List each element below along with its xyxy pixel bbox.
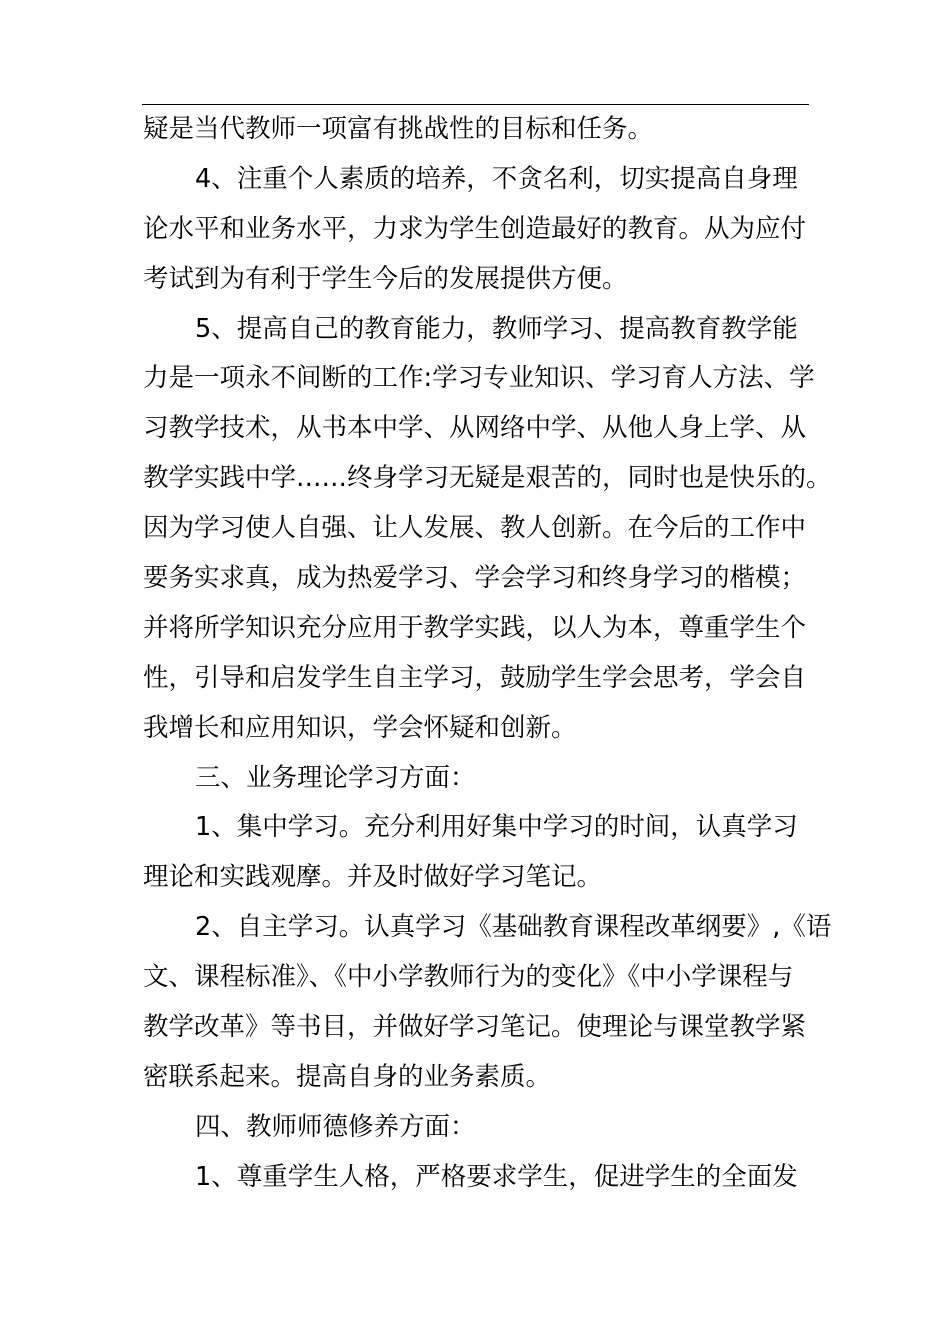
text-line: 1、集中学习。充分利用好集中学习的时间，认真学习 <box>195 812 798 843</box>
text-line: 4、注重个人素质的培养，不贪名利，切实提高自身理 <box>195 163 798 194</box>
text-line: 文、课程标准》、《中小学教师行为的变化》《中小学课程与 <box>143 962 794 993</box>
text-line: 性，引导和启发学生自主学习，鼓励学生学会思考，学会自 <box>143 662 807 693</box>
text-line: 习教学技术，从书本中学、从网络中学、从他人身上学、从 <box>143 413 807 444</box>
text-line: 疑是当代教师一项富有挑战性的目标和任务。 <box>143 114 654 144</box>
text-line: 教学实践中学……终身学习无疑是艰苦的，同时也是快乐的。 <box>143 463 832 494</box>
text-line: 我增长和应用知识，学会怀疑和创新。 <box>143 712 577 743</box>
text-line: 理论和实践观摩。并及时做好学习笔记。 <box>143 862 603 893</box>
text-line: 教学改革》等书目，并做好学习笔记。使理论与课堂教学紧 <box>143 1012 807 1043</box>
body-text <box>143 105 832 1203</box>
text-line: 要务实求真，成为热爱学习、学会学习和终身学习的楷模； <box>143 563 807 594</box>
section-heading: 四、教师师德修养方面： <box>195 1111 476 1142</box>
text-line: 考试到为有利于学生今后的发展提供方便。 <box>143 263 628 294</box>
text-line: 1、尊重学生人格，严格要求学生，促进学生的全面发 <box>195 1161 798 1192</box>
text-line: 因为学习使人自强、让人发展、教人创新。在今后的工作中 <box>143 513 807 544</box>
text-line: 并将所学知识充分应用于教学实践，以人为本，尊重学生个 <box>143 612 807 643</box>
section-heading: 三、业务理论学习方面： <box>195 762 476 793</box>
text-line: 5、提高自己的教育能力，教师学习、提高教育教学能 <box>195 313 798 344</box>
text-line: 密联系起来。提高自身的业务素质。 <box>143 1061 552 1092</box>
text-line: 2、自主学习。认真学习《基础教育课程改革纲要》,《语 <box>195 912 832 943</box>
text-line: 力是一项永不间断的工作:学习专业知识、学习育人方法、学 <box>143 363 815 394</box>
text-line: 论水平和业务水平，力求为学生创造最好的教育。从为应付 <box>143 213 807 244</box>
